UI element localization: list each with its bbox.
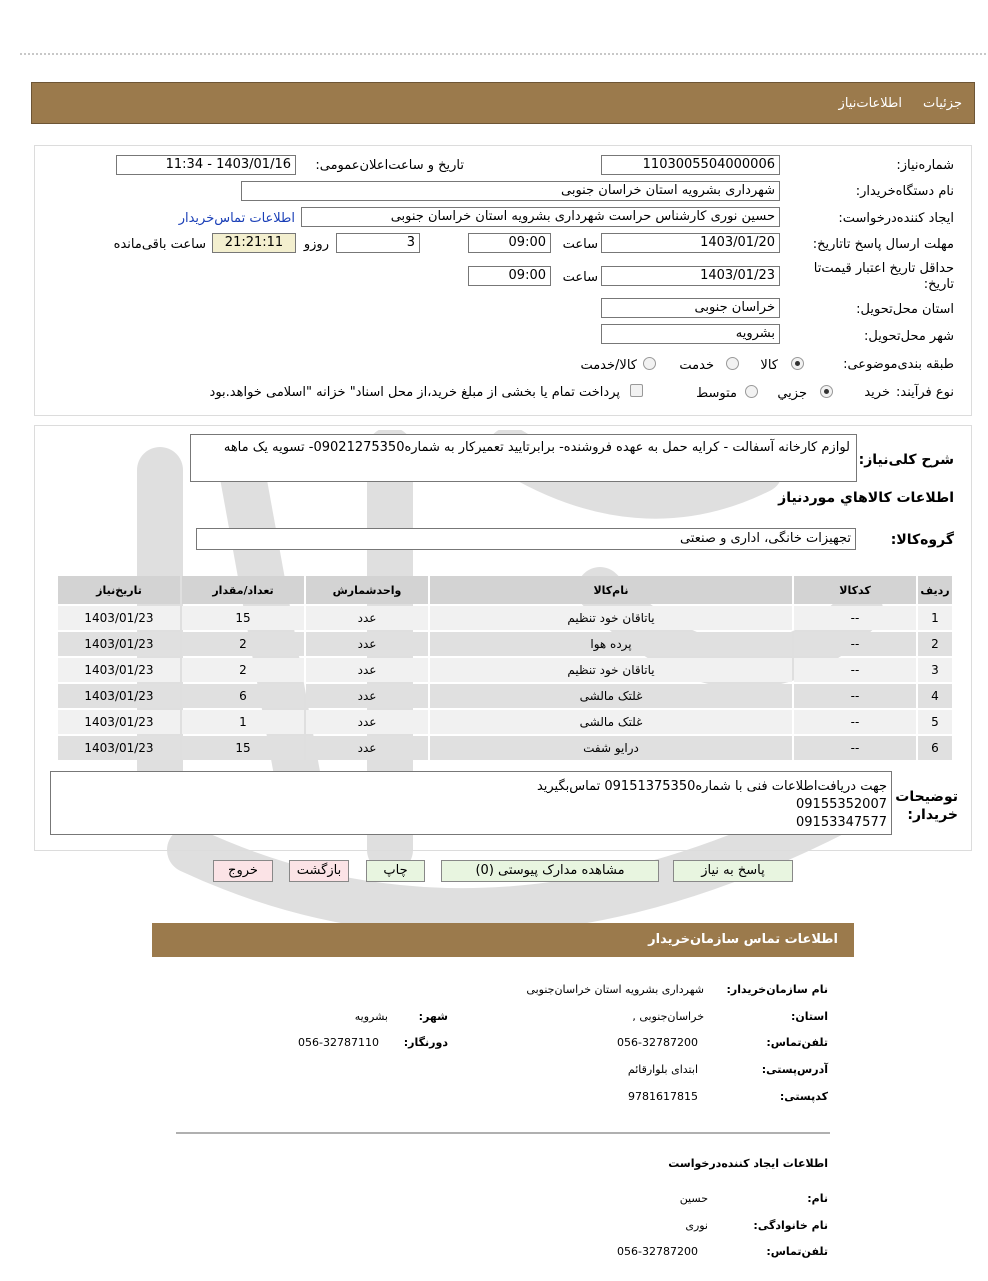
cell-quantity: 15 xyxy=(182,736,304,760)
cell-row-number: 2 xyxy=(918,632,952,656)
cell-code: -- xyxy=(794,606,916,630)
days-label: روزو xyxy=(303,237,329,252)
notes-line-3: 09153347577 xyxy=(796,815,887,830)
treasury-payment-checkbox[interactable] xyxy=(630,384,643,397)
remaining-time: 21:21:11 xyxy=(212,233,296,253)
cell-code: -- xyxy=(794,710,916,734)
deadline-time-label: ساعت xyxy=(562,237,598,252)
validity-label: حداقل تاریخ اعتبار قیمت‌تا تاریخ: xyxy=(813,261,954,292)
buyer-field: شهرداری بشرویه استان خراسان جنوبی xyxy=(241,181,780,201)
cell-date: 1403/01/23 xyxy=(58,658,180,682)
print-button[interactable]: چاپ xyxy=(366,860,425,882)
cell-row-number: 1 xyxy=(918,606,952,630)
exit-button[interactable]: خروج xyxy=(213,860,273,882)
org-name-label: نام سازمان‌خریدار: xyxy=(726,983,828,996)
cell-code: -- xyxy=(794,736,916,760)
top-dotted-divider xyxy=(20,53,986,55)
notes-line-2: 09155352007 xyxy=(796,797,887,812)
cell-code: -- xyxy=(794,632,916,656)
creator-name-label: نام: xyxy=(807,1192,828,1205)
process-minor-label: جزیي xyxy=(777,386,807,401)
contact-section-title: اطلاعات تماس سازمان‌خریدار xyxy=(648,932,838,947)
process-label: نوع فرآیند: xyxy=(896,385,954,400)
deadline-label: مهلت ارسال پاسخ تا‌تاریخ: xyxy=(812,237,954,252)
cell-date: 1403/01/23 xyxy=(58,736,180,760)
cell-name: درایو شفت xyxy=(430,736,792,760)
city-label: شهر محل‌تحویل: xyxy=(864,329,954,344)
summary-label: شرح کلی‌نیاز: xyxy=(858,452,954,468)
cell-quantity: 1 xyxy=(182,710,304,734)
summary-field: لوازم کارخانه آسفالت - کرایه حمل به عهده فروشنده- برابرتایید تعمیرکار به شماره09021275350- تسویه یک ماهه xyxy=(190,434,857,482)
days-field: 3 xyxy=(336,233,420,253)
contact-address-label: آدرس‌پستی: xyxy=(761,1063,828,1076)
creator-phone-value: 056-32787200 xyxy=(617,1245,698,1258)
creator-family-label: نام خانوادگی: xyxy=(753,1219,828,1232)
creator-phone-label: تلفن‌تماس: xyxy=(766,1245,828,1258)
cell-code: -- xyxy=(794,658,916,682)
cell-name: پرده هوا xyxy=(430,632,792,656)
cell-quantity: 15 xyxy=(182,606,304,630)
header-bar xyxy=(31,82,975,124)
category-label: طبقه بندی‌موضوعی: xyxy=(843,357,954,372)
contact-fax-label: دورنگار: xyxy=(403,1036,448,1049)
org-name-value: شهرداری بشرویه استان خراسان‌جنوبی xyxy=(526,983,704,996)
remaining-label: ساعت باقی‌مانده xyxy=(113,237,206,252)
cell-unit: عدد xyxy=(306,606,428,630)
table-row xyxy=(58,684,952,708)
cell-unit: عدد xyxy=(306,632,428,656)
cell-quantity: 2 xyxy=(182,658,304,682)
cell-date: 1403/01/23 xyxy=(58,606,180,630)
city-field: بشرویه xyxy=(601,324,780,344)
goods-group-field: تجهیزات خانگی، اداری و صنعتی xyxy=(196,528,856,550)
need-number-label: شماره‌نیاز: xyxy=(896,158,954,173)
cell-unit: عدد xyxy=(306,684,428,708)
col-header-quantity: تعداد/مقدار xyxy=(182,576,304,604)
process-medium-radio[interactable] xyxy=(745,385,758,398)
contact-phone-label: تلفن‌تماس: xyxy=(766,1036,828,1049)
back-button[interactable]: بازگشت xyxy=(289,860,349,882)
validity-date-field: 1403/01/23 xyxy=(601,266,780,286)
category-goods-service-radio[interactable] xyxy=(643,357,656,370)
buyer-contact-link[interactable]: اطلاعات تماس‌خریدار xyxy=(178,211,295,226)
cell-date: 1403/01/23 xyxy=(58,710,180,734)
creator-field: حسین نوری کارشناس حراست شهرداری بشرویه استان خراسان جنوبی xyxy=(301,207,780,227)
validity-time-field: 09:00 xyxy=(468,266,551,286)
cell-name: غلتک مالشی xyxy=(430,710,792,734)
col-header-name: نام‌کالا xyxy=(430,576,792,604)
creator-family-value: نوری xyxy=(685,1219,708,1232)
table-header-row xyxy=(58,576,952,604)
category-goods-label: کالا xyxy=(760,358,778,373)
table-row xyxy=(58,632,952,656)
table-row xyxy=(58,710,952,734)
cell-name: غلتک مالشی xyxy=(430,684,792,708)
category-service-radio[interactable] xyxy=(726,357,739,370)
table-row xyxy=(58,606,952,630)
cell-row-number: 4 xyxy=(918,684,952,708)
category-goods-radio[interactable] xyxy=(791,357,804,370)
contact-fax-value: 056-32787110 xyxy=(298,1036,379,1049)
buyer-notes-field xyxy=(50,771,892,835)
cell-row-number: 5 xyxy=(918,710,952,734)
process-medium-label: متوسط xyxy=(696,386,737,401)
table-row xyxy=(58,736,952,760)
col-header-unit: واحدشمارش xyxy=(306,576,428,604)
cell-quantity: 6 xyxy=(182,684,304,708)
goods-info-heading: اطلاعات کالاهاي مورد‌نیاز xyxy=(778,490,954,506)
cell-unit: عدد xyxy=(306,658,428,682)
cell-date: 1403/01/23 xyxy=(58,632,180,656)
announce-label: تاریخ و ساعت‌اعلان‌عمومی: xyxy=(315,158,464,173)
contact-postal-label: کد‌پستی: xyxy=(779,1090,828,1103)
contact-postal-value: 9781617815 xyxy=(628,1090,698,1103)
tab-need-info[interactable]: اطلاعات‌نیاز xyxy=(838,96,902,111)
contact-province-value: خراسان‌جنوبی , xyxy=(632,1010,704,1023)
col-header-date: تاریخ‌نیاز xyxy=(58,576,180,604)
validity-time-label: ساعت xyxy=(562,270,598,285)
need-number-field: 1103005504000006 xyxy=(601,155,780,175)
cell-date: 1403/01/23 xyxy=(58,684,180,708)
province-label: استان محل‌تحویل: xyxy=(856,302,954,317)
contact-address-value: ابتدای بلوارقائم xyxy=(627,1063,698,1076)
contact-city-value: بشرویه xyxy=(354,1010,388,1023)
tab-details[interactable]: جزئیات xyxy=(923,96,962,111)
cell-row-number: 6 xyxy=(918,736,952,760)
goods-group-label: گروه‌کالا: xyxy=(890,532,954,548)
deadline-date-field: 1403/01/20 xyxy=(601,233,780,253)
cell-name: یاتاقان خود تنظیم xyxy=(430,658,792,682)
announce-field: 1403/01/16 - 11:34 xyxy=(116,155,296,175)
buyer-label: نام دستگاه‌خریدار: xyxy=(855,184,954,199)
notes-line-1: جهت دریافت‌اطلاعات فنی با شماره09151375350 تماس‌بگیرید xyxy=(536,779,887,794)
cell-name: یاتاقان خود تنظیم xyxy=(430,606,792,630)
buyer-notes-label: توضیحات خریدار: xyxy=(895,789,958,823)
contact-section-bar xyxy=(152,923,854,957)
cell-code: -- xyxy=(794,684,916,708)
creator-name-value: حسین xyxy=(679,1192,708,1205)
cell-unit: عدد xyxy=(306,710,428,734)
category-goods-service-label: کالا/خدمت xyxy=(580,358,637,373)
contact-divider xyxy=(176,1132,830,1134)
goods-table xyxy=(56,574,954,762)
process-minor-radio[interactable] xyxy=(820,385,833,398)
deadline-time-field: 09:00 xyxy=(468,233,551,253)
cell-row-number: 3 xyxy=(918,658,952,682)
cell-quantity: 2 xyxy=(182,632,304,656)
col-header-row-number: ردیف xyxy=(918,576,952,604)
col-header-code: کدکالا xyxy=(794,576,916,604)
contact-city-label: شهر: xyxy=(418,1010,448,1023)
province-field: خراسان جنوبی xyxy=(601,298,780,318)
contact-phone-value: 056-32787200 xyxy=(617,1036,698,1049)
category-service-label: خدمت xyxy=(679,358,714,373)
process-buy-label: خرید xyxy=(864,385,890,400)
treasury-payment-note: پرداخت تمام یا بخشی از مبلغ خرید،از محل اسناد" خزانه "اسلامی خواهد.بود xyxy=(209,385,620,400)
table-row xyxy=(58,658,952,682)
contact-province-label: استان: xyxy=(791,1010,828,1023)
creator-info-heading: اطلاعات ایجاد کننده‌درخواست xyxy=(668,1157,828,1170)
view-attachments-button[interactable]: مشاهده مدارک پیوستی (0) xyxy=(441,860,659,882)
reply-button[interactable]: پاسخ به نیاز xyxy=(673,860,793,882)
cell-unit: عدد xyxy=(306,736,428,760)
creator-label: ایجاد کننده‌درخواست: xyxy=(838,211,954,226)
